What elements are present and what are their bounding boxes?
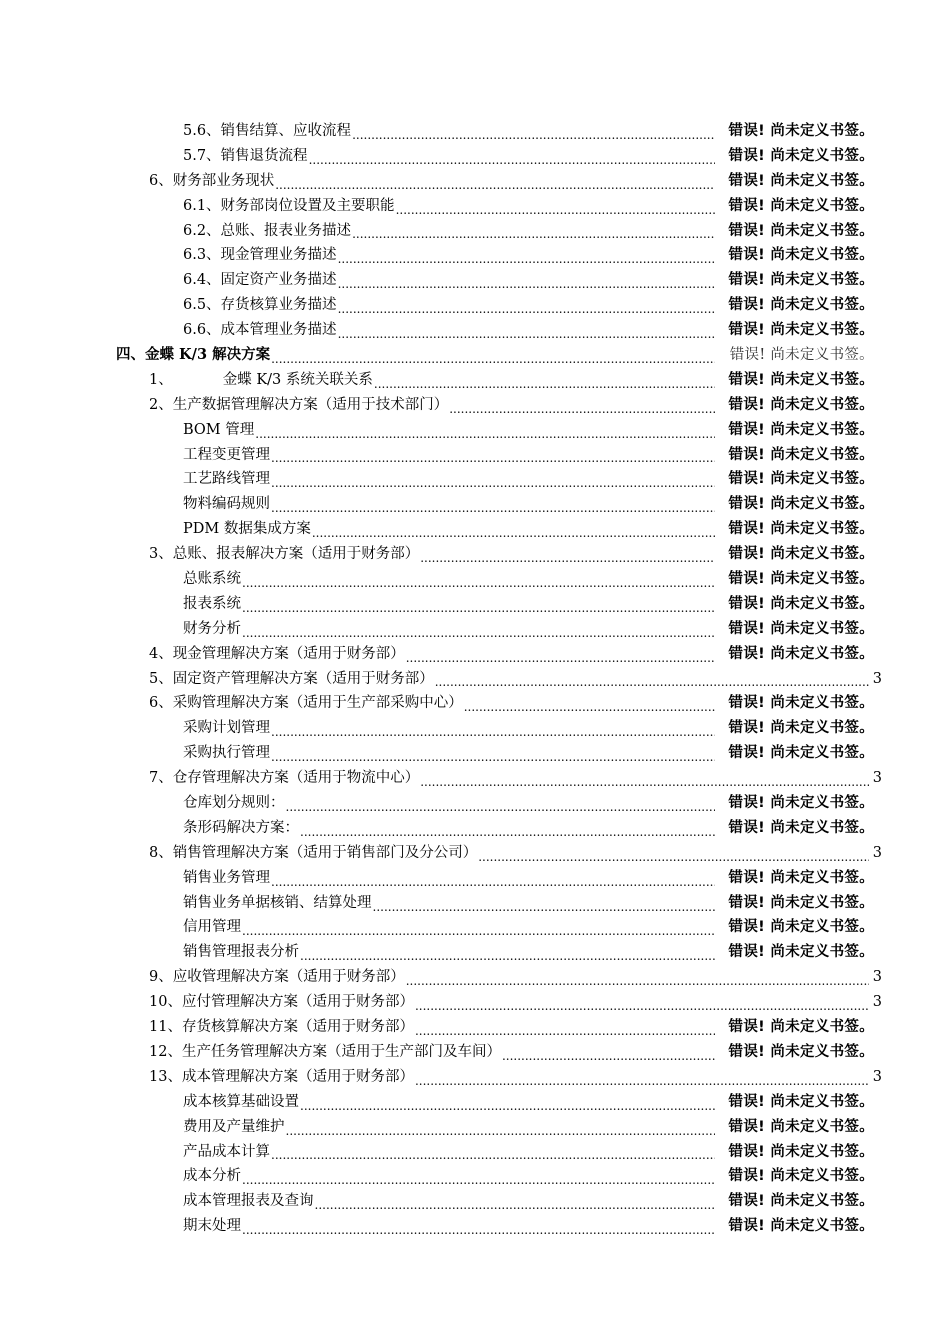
toc-entry-title: 销售业务管理 <box>183 869 270 886</box>
toc-entry[interactable] <box>0 443 950 468</box>
toc-entry[interactable] <box>0 119 950 144</box>
toc-dot-leader <box>338 268 715 293</box>
toc-entry[interactable] <box>0 642 950 667</box>
toc-dot-leader <box>275 169 715 194</box>
toc-error-bookmark-text: 错误! 尚未定义书签。 <box>728 944 874 961</box>
toc-entry-title: 费用及产量维护 <box>183 1118 285 1135</box>
toc-entry-title: BOM 管理 <box>183 421 255 438</box>
toc-error-bookmark-text: 错误! 尚未定义书签。 <box>728 546 874 563</box>
toc-entry[interactable] <box>0 219 950 244</box>
toc-entry-title: 四、金蝶 K/3 解决方案 <box>116 346 271 363</box>
toc-entry-title: 5.7、销售退货流程 <box>183 147 308 164</box>
toc-entry-title: 6.3、现金管理业务描述 <box>183 247 337 264</box>
toc-error-bookmark-text: 错误! 尚未定义书签。 <box>728 197 874 214</box>
toc-entry-title: 工程变更管理 <box>183 446 270 463</box>
toc-entry-title: 采购执行管理 <box>183 745 270 762</box>
toc-entry-title: 4、现金管理解决方案（适用于财务部） <box>149 645 405 662</box>
toc-dot-leader <box>338 318 715 343</box>
toc-entry-title: 6.4、固定资产业务描述 <box>183 272 337 289</box>
toc-entry-title: 信用管理 <box>183 919 241 936</box>
toc-error-bookmark-text: 错误! 尚未定义书签。 <box>728 521 874 538</box>
toc-error-bookmark-text: 错误! 尚未定义书签。 <box>728 471 874 488</box>
toc-entry[interactable] <box>0 194 950 219</box>
toc-dot-leader <box>242 1164 715 1189</box>
toc-dot-leader <box>242 916 715 941</box>
toc-entry-title: PDM 数据集成方案 <box>183 521 311 538</box>
toc-entry-title: 1、 <box>149 371 173 388</box>
toc-dot-leader <box>271 866 715 891</box>
toc-error-bookmark-text: 错误! 尚未定义书签。 <box>728 247 874 264</box>
toc-error-bookmark-text: 错误! 尚未定义书签。 <box>728 371 874 388</box>
toc-dot-leader <box>373 891 716 916</box>
toc-dot-leader <box>271 716 715 741</box>
toc-entry[interactable] <box>0 1164 950 1189</box>
toc-error-bookmark-text: 错误! 尚未定义书签。 <box>728 919 874 936</box>
toc-page-number: 3 <box>872 670 882 687</box>
toc-error-bookmark-text: 错误! 尚未定义书签。 <box>728 122 874 139</box>
toc-entry[interactable] <box>0 169 950 194</box>
toc-entry[interactable] <box>0 617 950 642</box>
toc-dot-leader <box>338 243 715 268</box>
toc-entry-title: 13、成本管理解决方案（适用于财务部） <box>149 1068 414 1085</box>
toc-entry-title: 5.6、销售结算、应收流程 <box>183 122 352 139</box>
toc-entry-title: 2、生产数据管理解决方案（适用于技术部门） <box>149 396 449 413</box>
toc-error-bookmark-text: 错误! 尚未定义书签。 <box>728 894 874 911</box>
toc-error-bookmark-text: 错误! 尚未定义书签。 <box>728 147 874 164</box>
toc-error-bookmark-text: 错误! 尚未定义书签。 <box>728 1019 874 1036</box>
toc-error-bookmark-text: 错误! 尚未定义书签。 <box>728 695 874 712</box>
toc-entry-title: 11、存货核算解决方案（适用于财务部） <box>149 1019 414 1036</box>
toc-entry[interactable] <box>0 1065 950 1090</box>
toc-entry[interactable] <box>0 592 950 617</box>
toc-entry[interactable] <box>0 1040 950 1065</box>
toc-page-number: 3 <box>872 994 882 1011</box>
toc-entry-title: 3、总账、报表解决方案（适用于财务部） <box>149 546 420 563</box>
toc-page-number: 3 <box>872 1068 882 1085</box>
toc-entry-title-text: 金蝶 K/3 系统关联关系 <box>222 371 373 388</box>
toc-entry-title: 物料编码规则 <box>183 496 270 513</box>
toc-dot-leader <box>420 766 869 791</box>
toc-entry-title: 产品成本计算 <box>183 1143 270 1160</box>
toc-entry[interactable] <box>0 990 950 1015</box>
toc-entry[interactable] <box>0 691 950 716</box>
toc-error-bookmark-text: 错误! 尚未定义书签。 <box>728 1043 874 1060</box>
toc-dot-leader <box>309 144 715 169</box>
toc-entry[interactable] <box>0 343 950 368</box>
toc-entry[interactable] <box>0 766 950 791</box>
toc-entry[interactable] <box>0 667 950 692</box>
toc-error-bookmark-text: 错误! 尚未定义书签。 <box>728 446 874 463</box>
toc-dot-leader <box>286 1115 716 1140</box>
toc-dot-leader <box>478 841 869 866</box>
toc-entry[interactable] <box>0 1015 950 1040</box>
toc-dot-leader <box>300 1090 715 1115</box>
toc-error-bookmark-text: 错误! 尚未定义书签。 <box>728 396 874 413</box>
toc-entry[interactable] <box>0 393 950 418</box>
toc-entry[interactable] <box>0 492 950 517</box>
toc-entry-title: 总账系统 <box>183 571 241 588</box>
toc-error-bookmark-text: 错误! 尚未定义书签。 <box>728 1168 874 1185</box>
toc-entry[interactable] <box>0 716 950 741</box>
toc-error-bookmark-text: 错误! 尚未定义书签。 <box>728 272 874 289</box>
toc-entry-title: 成本分析 <box>183 1168 241 1185</box>
toc-dot-leader <box>255 418 715 443</box>
toc-dot-leader <box>312 517 715 542</box>
toc-error-bookmark-text: 错误! 尚未定义书签。 <box>728 1143 874 1160</box>
toc-dot-leader <box>420 542 715 567</box>
toc-entry[interactable] <box>0 542 950 567</box>
toc-entry-title: 6.2、总账、报表业务描述 <box>183 222 352 239</box>
toc-dot-leader <box>271 492 715 517</box>
toc-entry-title: 报表系统 <box>183 595 241 612</box>
toc-entry-title: 条形码解决方案： <box>183 819 299 836</box>
toc-entry[interactable] <box>0 965 950 990</box>
toc-page-number: 3 <box>872 844 882 861</box>
toc-entry[interactable] <box>0 293 950 318</box>
toc-dot-leader <box>415 990 869 1015</box>
toc-dot-leader <box>338 293 715 318</box>
toc-entry[interactable] <box>0 841 950 866</box>
toc-entry-title: 9、应收管理解决方案（适用于财务部） <box>149 969 405 986</box>
toc-entry[interactable] <box>0 268 950 293</box>
toc-dot-leader <box>406 642 715 667</box>
table-of-contents <box>0 119 950 1239</box>
toc-error-bookmark-text: 错误! 尚未定义书签。 <box>728 620 874 637</box>
toc-dot-leader <box>286 791 716 816</box>
toc-dot-leader <box>352 219 715 244</box>
toc-entry[interactable] <box>0 916 950 941</box>
toc-error-bookmark-text: 错误! 尚未定义书签。 <box>728 1118 874 1135</box>
toc-dot-leader <box>271 1140 715 1165</box>
toc-error-bookmark-text: 错误! 尚未定义书签。 <box>728 421 874 438</box>
toc-entry[interactable] <box>0 1115 950 1140</box>
toc-error-bookmark-text: 错误! 尚未定义书签。 <box>728 595 874 612</box>
toc-entry[interactable] <box>0 517 950 542</box>
toc-dot-leader <box>396 194 715 219</box>
toc-error-bookmark-text: 错误! 尚未定义书签。 <box>728 1218 874 1235</box>
toc-dot-leader <box>464 691 715 716</box>
toc-entry-title: 采购计划管理 <box>183 720 270 737</box>
toc-page-number: 3 <box>872 770 882 787</box>
toc-entry[interactable] <box>0 816 950 841</box>
toc-error-bookmark-text: 错误! 尚未定义书签。 <box>728 1193 874 1210</box>
toc-entry[interactable] <box>0 791 950 816</box>
toc-error-bookmark-text: 错误! 尚未定义书签。 <box>728 1093 874 1110</box>
toc-entry-title: 期末处理 <box>183 1218 241 1235</box>
toc-entry[interactable] <box>0 418 950 443</box>
toc-entry-title: 6、采购管理解决方案（适用于生产部采购中心） <box>149 695 463 712</box>
toc-entry-title: 6.1、财务部岗位设置及主要职能 <box>183 197 395 214</box>
toc-dot-leader <box>449 393 715 418</box>
toc-entry-title: 5、固定资产管理解决方案（适用于财务部） <box>149 670 434 687</box>
toc-entry-title: 销售管理报表分析 <box>183 944 299 961</box>
toc-error-bookmark-text: 错误! 尚未定义书签。 <box>728 496 874 513</box>
toc-dot-leader <box>271 467 715 492</box>
toc-entry[interactable] <box>0 866 950 891</box>
toc-error-bookmark-text: 错误! 尚未定义书签。 <box>728 819 874 836</box>
toc-entry[interactable] <box>0 318 950 343</box>
toc-entry-title: 12、生产任务管理解决方案（适用于生产部门及车间） <box>149 1043 501 1060</box>
toc-dot-leader <box>406 965 869 990</box>
toc-dot-leader <box>242 617 715 642</box>
toc-error-bookmark-text: 错误! 尚未定义书签。 <box>728 795 874 812</box>
toc-entry[interactable] <box>0 940 950 965</box>
toc-entry[interactable] <box>0 1214 950 1239</box>
toc-error-bookmark-text: 错误! 尚未定义书签。 <box>728 645 874 662</box>
toc-error-bookmark-text: 错误! 尚未定义书签。 <box>729 347 874 363</box>
toc-dot-leader <box>415 1065 869 1090</box>
toc-entry-title: 成本管理报表及查询 <box>183 1193 314 1210</box>
toc-dot-leader <box>271 443 715 468</box>
toc-error-bookmark-text: 错误! 尚未定义书签。 <box>728 297 874 314</box>
toc-entry-title: 成本核算基础设置 <box>183 1093 299 1110</box>
toc-entry[interactable] <box>0 144 950 169</box>
toc-entry-title: 销售业务单据核销、结算处理 <box>183 894 372 911</box>
toc-entry[interactable] <box>0 1140 950 1165</box>
toc-dot-leader <box>315 1189 716 1214</box>
toc-error-bookmark-text: 错误! 尚未定义书签。 <box>728 745 874 762</box>
toc-entry[interactable] <box>0 1189 950 1214</box>
toc-dot-leader <box>242 567 715 592</box>
toc-dot-leader <box>271 741 715 766</box>
toc-entry-title: 工艺路线管理 <box>183 471 270 488</box>
toc-entry[interactable] <box>0 243 950 268</box>
toc-entry-title: 6.5、存货核算业务描述 <box>183 297 337 314</box>
toc-entry-title: 6.6、成本管理业务描述 <box>183 322 337 339</box>
toc-dot-leader <box>502 1040 715 1065</box>
toc-entry[interactable] <box>0 368 950 393</box>
toc-dot-leader <box>352 119 715 144</box>
toc-entry-title: 仓库划分规则： <box>183 795 285 812</box>
toc-page-number: 3 <box>872 969 882 986</box>
toc-error-bookmark-text: 错误! 尚未定义书签。 <box>728 322 874 339</box>
toc-error-bookmark-text: 错误! 尚未定义书签。 <box>728 172 874 189</box>
toc-dot-leader <box>271 343 715 368</box>
toc-entry[interactable] <box>0 891 950 916</box>
toc-dot-leader <box>415 1015 715 1040</box>
toc-entry-title: 6、财务部业务现状 <box>149 172 275 189</box>
toc-entry[interactable] <box>0 467 950 492</box>
toc-dot-leader <box>300 816 715 841</box>
toc-entry[interactable] <box>0 741 950 766</box>
toc-entry-title: 7、仓存管理解决方案（适用于物流中心） <box>149 770 420 787</box>
toc-dot-leader <box>300 940 715 965</box>
toc-error-bookmark-text: 错误! 尚未定义书签。 <box>728 720 874 737</box>
toc-entry-title: 10、应付管理解决方案（适用于财务部） <box>149 994 414 1011</box>
toc-dot-leader <box>242 592 715 617</box>
toc-dot-leader <box>242 1214 715 1239</box>
toc-error-bookmark-text: 错误! 尚未定义书签。 <box>728 571 874 588</box>
toc-entry-title: 财务分析 <box>183 620 241 637</box>
toc-dot-leader <box>435 667 869 692</box>
toc-error-bookmark-text: 错误! 尚未定义书签。 <box>728 222 874 239</box>
toc-entry-title: 8、销售管理解决方案（适用于销售部门及分公司） <box>149 844 478 861</box>
toc-entry[interactable] <box>0 567 950 592</box>
toc-error-bookmark-text: 错误! 尚未定义书签。 <box>728 869 874 886</box>
toc-entry[interactable] <box>0 1090 950 1115</box>
toc-dot-leader <box>374 368 715 393</box>
